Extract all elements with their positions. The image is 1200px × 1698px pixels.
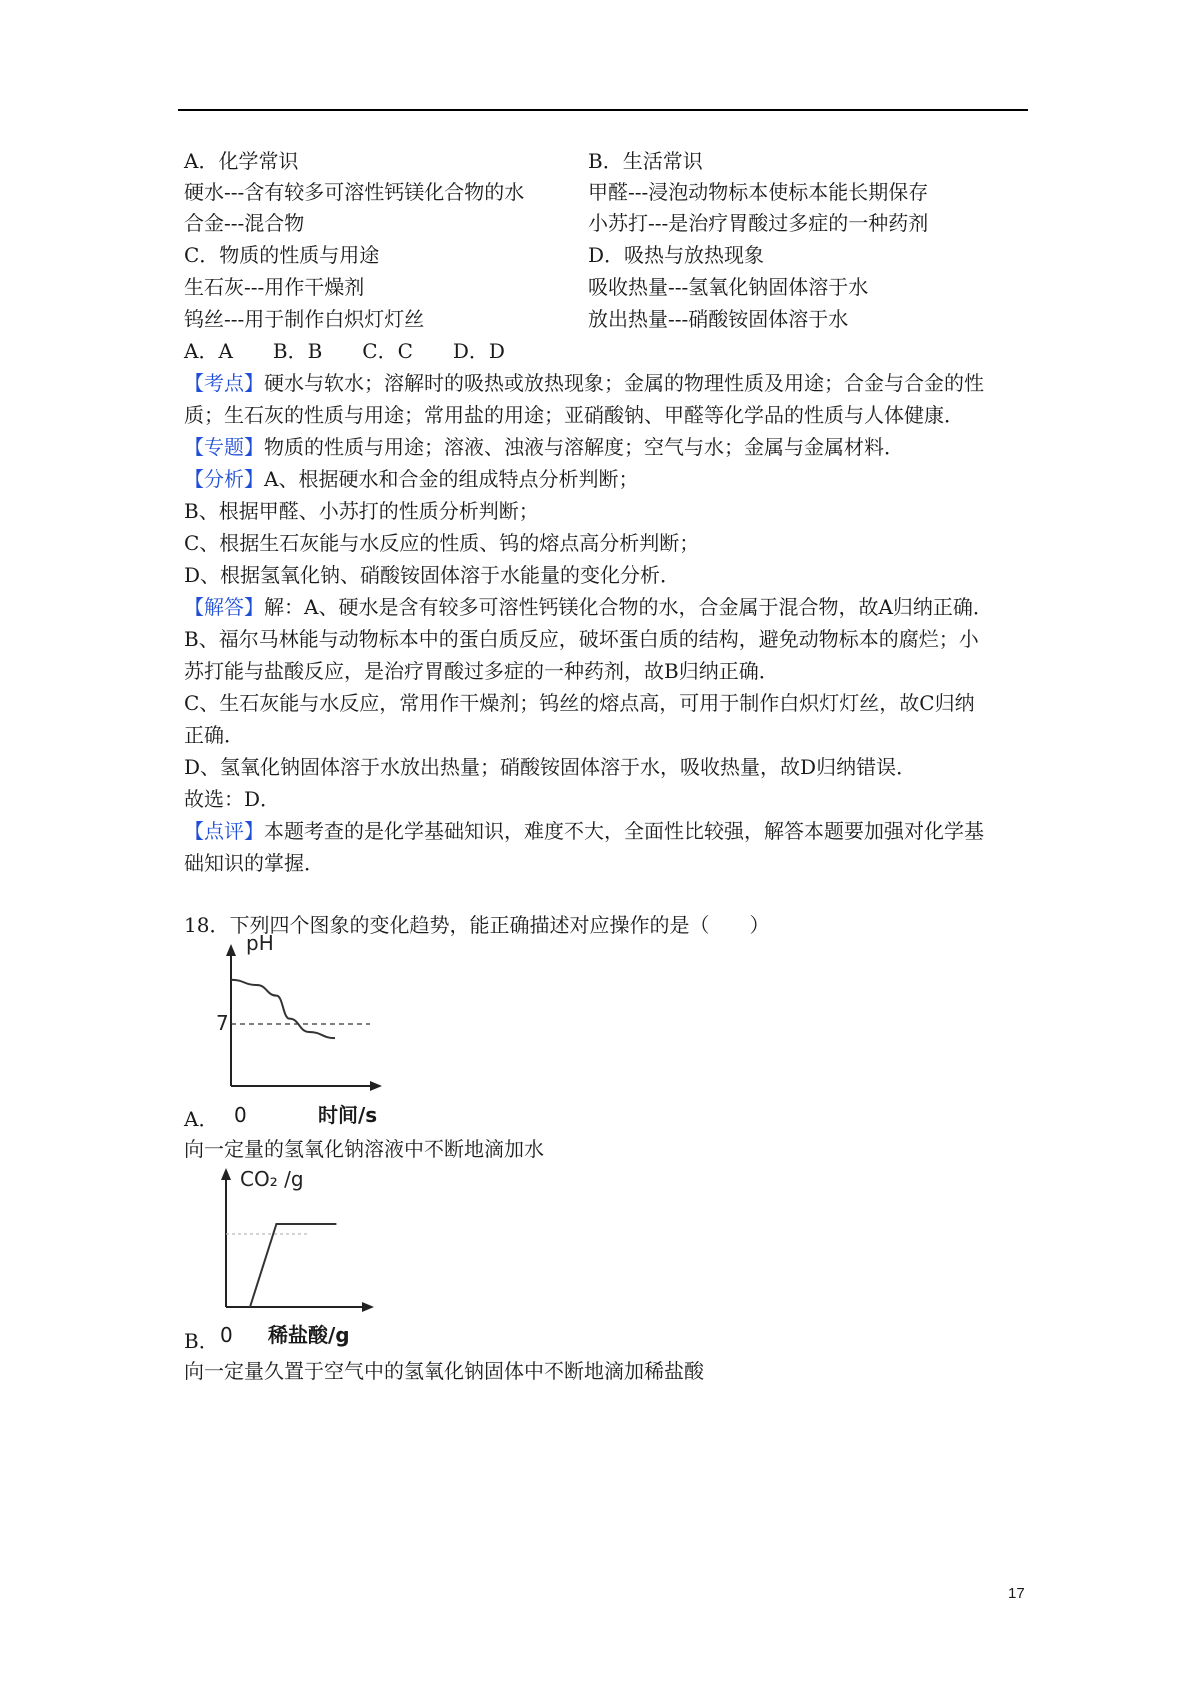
option-a-label: A．	[184, 1107, 219, 1131]
dianping-line-1	[184, 816, 984, 847]
dianping-text-1: 本题考查的是化学基础知识，难度不大，全面性比较强，解答本题要加强对化学基	[264, 819, 984, 843]
option-a-item-1: 硬水---含有较多可溶性钙镁化合物的水	[184, 180, 525, 204]
chart-a	[208, 931, 388, 1122]
jieda-line-4: C、生石灰能与水反应，常用作干燥剂；钨丝的熔点高，可用于制作白炽灯灯丝，故C归纳	[184, 691, 975, 715]
zhuanti-text: 物质的性质与用途；溶液、浊液与溶解度；空气与水；金属与金属材料．	[264, 435, 904, 459]
option-b-title: B．生活常识	[588, 149, 703, 173]
chart-b-y-arrow	[221, 1168, 231, 1180]
chart-a-x-arrow	[370, 1081, 382, 1091]
fenxi-line-1	[184, 464, 638, 495]
zhuanti-line	[184, 432, 904, 463]
page-number: 17	[1008, 1585, 1025, 1602]
chart-b-ylabel: CO₂ /g	[240, 1167, 304, 1191]
jieda-line-1	[184, 592, 993, 623]
kaodian-line-1	[184, 368, 984, 399]
option-c-item-1: 生石灰---用作干燥剂	[184, 275, 365, 299]
chart-b-xlabel: 稀盐酸/g	[268, 1323, 350, 1347]
option-b-description: 向一定量久置于空气中的氢氧化钠固体中不断地滴加稀盐酸	[184, 1359, 704, 1383]
chart-b-origin: 0	[220, 1323, 233, 1347]
chart-b-x-arrow	[362, 1302, 374, 1312]
chart-b	[204, 1164, 384, 1318]
option-b-item-1: 甲醛---浸泡动物标本使标本能长期保存	[588, 180, 929, 204]
jieda-line-6: D、氢氧化钠固体溶于水放出热量；硝酸铵固体溶于水，吸收热量，故D归纳错误．	[184, 755, 917, 779]
chart-a-ylabel: pH	[246, 931, 274, 955]
jieda-line-7: 故选：D．	[184, 787, 281, 811]
chart-b-svg	[204, 1164, 384, 1318]
option-c-title: C．物质的性质与用途	[184, 243, 380, 267]
zhuanti-tag: 【专题】	[184, 435, 264, 459]
chart-a-y-arrow	[226, 944, 236, 956]
jieda-line-5: 正确．	[184, 723, 244, 747]
fenxi-line-3: C、根据生石灰能与水反应的性质、钨的熔点高分析判断；	[184, 531, 700, 555]
option-d-item-2: 放出热量---硝酸铵固体溶于水	[588, 307, 849, 331]
header-rule	[178, 109, 1028, 111]
chart-a-svg	[208, 931, 388, 1122]
dianping-line-2: 础知识的掌握．	[184, 851, 324, 875]
option-a-item-2: 合金---混合物	[184, 211, 305, 235]
chart-a-series-line	[231, 980, 335, 1038]
chart-b-series-line	[250, 1224, 336, 1307]
option-b-label: B．	[184, 1329, 219, 1353]
option-a-description: 向一定量的氢氧化钠溶液中不断地滴加水	[184, 1137, 544, 1161]
fenxi-line-4: D、根据氢氧化钠、硝酸铵固体溶于水能量的变化分析．	[184, 563, 681, 587]
answer-choices: A．A B．B C．C D．D	[184, 339, 505, 363]
kaodian-text-1: 硬水与软水；溶解时的吸热或放热现象；金属的物理性质及用途；合金与合金的性	[264, 371, 984, 395]
chart-a-ref-label: 7	[216, 1011, 229, 1035]
kaodian-tag: 【考点】	[184, 371, 264, 395]
option-d-item-1: 吸收热量---氢氧化钠固体溶于水	[588, 275, 869, 299]
fenxi-text-1: A、根据硬水和合金的组成特点分析判断；	[264, 467, 639, 491]
chart-a-origin: 0	[234, 1103, 247, 1127]
jieda-tag: 【解答】	[184, 595, 264, 619]
fenxi-line-2: B、根据甲醛、小苏打的性质分析判断；	[184, 499, 539, 523]
chart-a-xlabel: 时间/s	[318, 1103, 378, 1127]
dianping-tag: 【点评】	[184, 819, 264, 843]
jieda-line-3: 苏打能与盐酸反应，是治疗胃酸过多症的一种药剂，故B归纳正确．	[184, 659, 779, 683]
question-18-stem: 18．下列四个图象的变化趋势，能正确描述对应操作的是（ ）	[184, 913, 770, 937]
option-b-item-2: 小苏打---是治疗胃酸过多症的一种药剂	[588, 211, 929, 235]
kaodian-line-2: 质；生石灰的性质与用途；常用盐的用途；亚硝酸钠、甲醛等化学品的性质与人体健康．	[184, 403, 964, 427]
option-a-title: A．化学常识	[184, 149, 299, 173]
jieda-line-2: B、福尔马林能与动物标本中的蛋白质反应，破坏蛋白质的结构，避免动物标本的腐烂；小	[184, 627, 979, 651]
jieda-text-1: 解：A、硬水是含有较多可溶性钙镁化合物的水，合金属于混合物，故A归纳正确．	[264, 595, 993, 619]
option-c-item-2: 钨丝---用于制作白炽灯灯丝	[184, 307, 425, 331]
fenxi-tag: 【分析】	[184, 467, 264, 491]
option-d-title: D．吸热与放热现象	[588, 243, 765, 267]
